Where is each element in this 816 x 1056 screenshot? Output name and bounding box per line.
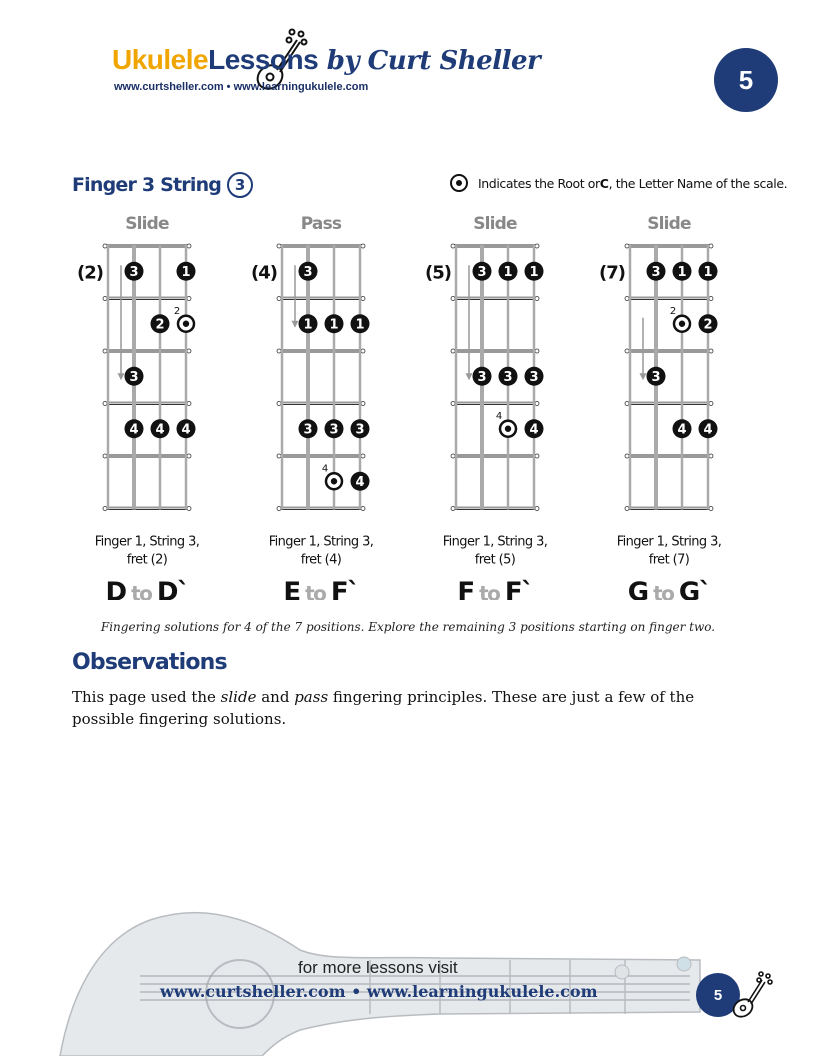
finger-number: 4: [129, 422, 139, 438]
fret-end-dot: [187, 297, 191, 301]
fret-end-dot: [535, 297, 539, 301]
diagram-caption-line2: fret (7): [648, 552, 690, 568]
footer-page-badge: 5: [696, 973, 740, 1017]
fret-label: (2): [77, 262, 103, 284]
obs-text-pass: pass: [294, 688, 329, 706]
scale-to: F`: [504, 577, 533, 600]
fret-end-dot: [361, 402, 365, 406]
obs-text-pre: This page used the: [72, 688, 221, 706]
fret-end-dot: [625, 454, 629, 458]
diagram-caption-line2: fret (5): [474, 552, 516, 568]
fret-end-dot: [535, 507, 539, 511]
fret-end-dot: [277, 454, 281, 458]
scale-to-word: to: [647, 581, 679, 600]
fret-end-dot: [103, 402, 107, 406]
scale-range: [106, 578, 189, 601]
section-title: [72, 172, 253, 198]
string-number-circle: 3: [227, 172, 253, 198]
fret-end-dot: [451, 402, 455, 406]
fret-end-dot: [451, 349, 455, 353]
slide-arrow-head: [466, 373, 473, 380]
fret-end-dot: [625, 402, 629, 406]
finger-number: 2: [155, 317, 165, 333]
fret-end-dot: [277, 349, 281, 353]
fret-label: (5): [425, 262, 451, 284]
fret-end-dot: [361, 297, 365, 301]
root-note-center: [331, 478, 337, 484]
fret-end-dot: [451, 507, 455, 511]
finger-number: 3: [651, 264, 661, 280]
slide-arrow-head: [118, 373, 125, 380]
scale-range: [628, 578, 710, 601]
obs-text-slide: slide: [220, 688, 257, 706]
finger-number: 4: [677, 422, 687, 438]
fret-end-dot: [625, 507, 629, 511]
fret-end-dot: [277, 507, 281, 511]
scale-to: G`: [678, 577, 711, 600]
root-legend-pre: Indicates the Root or: [478, 175, 600, 191]
root-note-center: [505, 426, 511, 432]
finger-number: 3: [529, 369, 539, 385]
diagram-4: [599, 214, 721, 600]
root-legend: [450, 174, 787, 192]
finger-number: 3: [303, 264, 313, 280]
root-note-center: [183, 321, 189, 327]
logo-lessons-text: Lessons: [208, 44, 319, 75]
fret-end-dot: [451, 454, 455, 458]
fretboard-diagrams: [0, 200, 816, 600]
fret-end-dot: [361, 349, 365, 353]
fret-end-dot: [187, 244, 191, 248]
scale-range: [283, 578, 358, 601]
root-legend-post: , the Letter Name of the scale.: [608, 175, 788, 191]
fret-end-dot: [187, 507, 191, 511]
diagram-caption-line2: fret (2): [126, 552, 168, 568]
scale-to: D`: [156, 577, 189, 600]
fret-label: (7): [599, 262, 625, 284]
root-finger-hint: 4: [321, 463, 329, 475]
fret-end-dot: [451, 244, 455, 248]
root-finger-hint: 2: [173, 305, 181, 317]
logo-ukulele-text: Ukulele: [112, 44, 209, 75]
fret-end-dot: [625, 349, 629, 353]
fret-end-dot: [187, 454, 191, 458]
finger-number: 1: [329, 317, 339, 333]
footer-ukulele-icon: [730, 966, 774, 1026]
finger-number: 3: [129, 369, 139, 385]
finger-number: 1: [677, 264, 687, 280]
fret-end-dot: [103, 244, 107, 248]
finger-number: 1: [503, 264, 513, 280]
fret-end-dot: [535, 349, 539, 353]
logo-by-text: by Curt Sheller: [318, 46, 541, 76]
fret-end-dot: [709, 244, 713, 248]
header-url[interactable]: www.curtsheller.com • www.learningukulele.com: [114, 81, 369, 93]
page-number-badge: 5: [714, 48, 778, 112]
fret-end-dot: [277, 244, 281, 248]
diagram-heading: Slide: [473, 214, 517, 234]
fret-end-dot: [709, 297, 713, 301]
fret-end-dot: [535, 402, 539, 406]
scale-to-word: to: [125, 581, 157, 600]
obs-text-post: fingering principles. These are just a few of the possible fingering solutions.: [72, 688, 695, 728]
finger-number: 1: [181, 264, 191, 280]
finger-number: 4: [181, 422, 191, 438]
diagram-3: [425, 214, 547, 600]
fret-end-dot: [187, 402, 191, 406]
fret-end-dot: [187, 349, 191, 353]
fret-end-dot: [535, 244, 539, 248]
finger-number: 1: [303, 317, 313, 333]
diagram-caption-line1: Finger 1, String 3,: [616, 534, 722, 550]
fret-end-dot: [361, 454, 365, 458]
fret-end-dot: [361, 244, 365, 248]
scale-to: F`: [330, 577, 359, 600]
diagram-heading: Slide: [647, 214, 691, 234]
root-note-center: [679, 321, 685, 327]
diagram-heading: Pass: [300, 214, 342, 234]
scale-to-word: to: [299, 581, 331, 600]
diagram-1: [77, 214, 199, 600]
finger-number: 1: [529, 264, 539, 280]
scale-from: F: [457, 577, 474, 600]
diagram-caption-line1: Finger 1, String 3,: [94, 534, 200, 550]
fret-end-dot: [361, 507, 365, 511]
diagram-caption-line1: Finger 1, String 3,: [442, 534, 548, 550]
footer-urls[interactable]: www.curtsheller.com • www.learningukulele.com: [160, 982, 598, 1001]
finger-number: 3: [355, 422, 365, 438]
fret-end-dot: [709, 402, 713, 406]
diagram-caption-line2: fret (4): [300, 552, 342, 568]
footer-more-lessons: for more lessons visit: [298, 958, 458, 977]
finger-number: 3: [303, 422, 313, 438]
fret-end-dot: [277, 297, 281, 301]
diagram-caption-line1: Finger 1, String 3,: [268, 534, 374, 550]
finger-number: 3: [129, 264, 139, 280]
finger-number: 4: [355, 474, 365, 490]
logo-title: [112, 44, 540, 76]
root-finger-hint: 4: [495, 410, 503, 422]
finger-number: 4: [703, 422, 713, 438]
scale-from: G: [627, 577, 648, 600]
scale-range: [457, 578, 532, 601]
finger-number: 4: [529, 422, 539, 438]
diagram-2: [251, 214, 373, 600]
scale-from: E: [283, 577, 300, 600]
slide-arrow-head: [640, 373, 647, 380]
fret-end-dot: [277, 402, 281, 406]
fret-end-dot: [103, 507, 107, 511]
fret-end-dot: [709, 349, 713, 353]
fret-end-dot: [103, 454, 107, 458]
observations-body: [72, 686, 722, 730]
root-legend-letter: C: [599, 175, 609, 191]
figure-caption: Fingering solutions for 4 of the 7 positions. Explore the remaining 3 positions starting on finger two.: [100, 620, 716, 634]
finger-number: 3: [329, 422, 339, 438]
diagram-heading: Slide: [125, 214, 169, 234]
finger-number: 3: [477, 264, 487, 280]
root-symbol-icon: [450, 174, 468, 192]
fret-end-dot: [103, 297, 107, 301]
root-finger-hint: 2: [669, 305, 677, 317]
finger-number: 3: [503, 369, 513, 385]
observations-title: Observations: [72, 650, 227, 675]
fret-label: (4): [251, 262, 277, 284]
fret-end-dot: [625, 244, 629, 248]
fret-end-dot: [709, 507, 713, 511]
fret-end-dot: [709, 454, 713, 458]
obs-text-mid: and: [256, 688, 295, 706]
fret-end-dot: [535, 454, 539, 458]
finger-number: 3: [477, 369, 487, 385]
scale-to-word: to: [473, 581, 505, 600]
finger-number: 3: [651, 369, 661, 385]
finger-number: 4: [155, 422, 165, 438]
slide-arrow-head: [292, 321, 299, 328]
finger-number: 1: [703, 264, 713, 280]
finger-number: 1: [355, 317, 365, 333]
fret-end-dot: [103, 349, 107, 353]
section-title-text: Finger 3 String: [72, 174, 222, 196]
scale-from: D: [105, 577, 126, 600]
finger-number: 2: [703, 317, 713, 333]
fret-end-dot: [625, 297, 629, 301]
fret-end-dot: [451, 297, 455, 301]
